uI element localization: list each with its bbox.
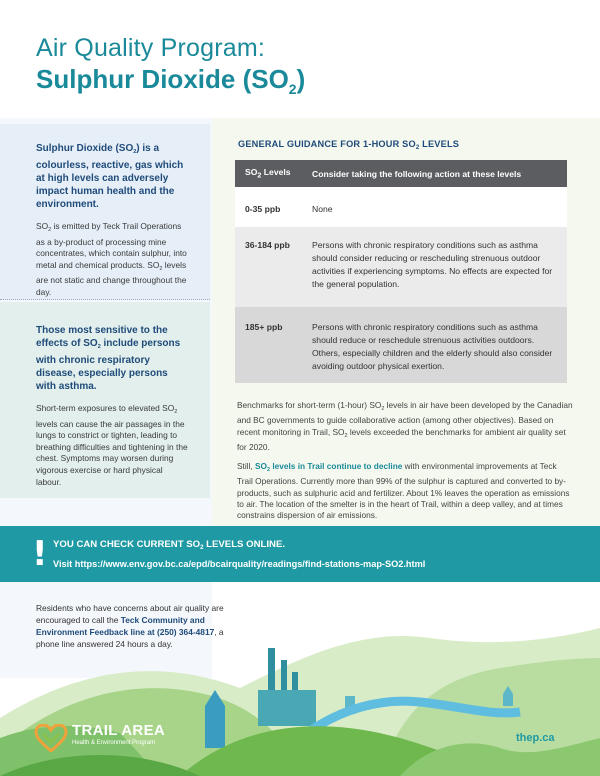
sensitivity-body: Short-term exposures to elevated $SO_2$ levels can cause the air passages in the lungs to constrict or tighten, leading to breathing difficulties and tightening in the chest. Symptoms may worsen during vigorous exercise or hard physical labour. [36, 403, 188, 487]
action-cell: Persons with chronic respiratory conditions such as asthma should consider reducing or rescheduling strenuous outdoor activities if experiencing symptoms. No effects are expected for the general population. [302, 227, 567, 307]
level-cell: 185+ ppb [235, 307, 302, 383]
page-title: Sulphur Dioxide $(SO_2)$ [36, 64, 306, 97]
table-row [235, 227, 567, 307]
table-row [235, 307, 567, 383]
benchmark-paragraph: Benchmarks for short-term (1-hour) $SO_2$ levels in air have been developed by the Canadian and BC governments to guide collaborative action (among other objectives). Based on recent monitoring in Trail, $SO_2$ levels exceeded the benchmarks for ambient air quality set for 2020. [237, 400, 573, 452]
decline-highlight: $SO_2$ levels in Trail continue to decline [254, 461, 403, 474]
banner-link[interactable]: Visit https://www.env.gov.bc.ca/epd/bcairquality/readings/find-stations-map-SO2.html [53, 559, 426, 569]
logo-subtitle: Health & Environment Program [72, 740, 156, 746]
intro-box [0, 124, 210, 300]
level-cell: 36-184 ppb [235, 227, 302, 307]
table-header-row [235, 160, 567, 187]
body-paragraphs [237, 400, 573, 530]
table-row [235, 187, 567, 227]
exclamation-icon: ! [32, 534, 48, 574]
action-cell: None [302, 187, 567, 227]
guidance-title: GENERAL GUIDANCE FOR 1-HOUR $SO_2$ LEVELS [238, 139, 460, 151]
online-levels-banner [0, 526, 600, 582]
decline-paragraph: Still, $SO_2$ levels in Trail continue to decline with environmental improvements at Teck Trail Operations. Currently more than 99% of the sulphur is captured and converted to by-products, such as sulphuric acid and fertilizer. About 1% leaves the operation as emissions to air. The location of the smelter is in the heart of Trail, within a deep valley, and at times constrains dispersion of air emissions. [237, 461, 570, 521]
sensitivity-lead: Those most sensitive to the effects of $SO_2$ include persons with chronic respiratory disease, especially persons with asthma. [36, 325, 181, 392]
column-header-action: Consider taking the following action at these levels [302, 160, 567, 187]
action-cell: Persons with chronic respiratory conditions such as asthma should reduce or reschedule strenuous activities outdoors. Others, especially children and the elderly should also consider avoiding outdoor physical exertion. [302, 307, 567, 383]
banner-heading: YOU CAN CHECK CURRENT $SO_2$ LEVELS ONLINE. [53, 539, 286, 551]
feedback-line: Teck Community and Environment Feedback line at (250) 364-4817 [36, 615, 215, 637]
logo-title: TRAIL AREA [72, 722, 165, 739]
level-cell: 0-35 ppb [235, 187, 302, 227]
column-header-levels: $SO_2$ Levels [235, 160, 302, 187]
sensitivity-box [0, 302, 210, 498]
intro-body: $SO_2$ is emitted by Teck Trail Operations as a by-product of processing mine concentrates, which contain sulphur, into metal and chemical products. $SO_2$ levels are not static and change throughout the day. [36, 221, 187, 297]
website-link[interactable]: thep.ca [516, 732, 555, 744]
heart-logo-icon [34, 724, 68, 752]
program-title: Air Quality Program: [36, 34, 266, 62]
guidance-table [235, 160, 567, 383]
contact-paragraph: Residents who have concerns about air quality are encouraged to call the Teck Community and Environment Feedback line at (250) 364-4817, a phone line answered 24 hours a day. [36, 603, 224, 649]
intro-lead: Sulphur Dioxide $(SO_2)$ is a colourless, reactive, gas which at high levels can adversely impact human health and the environment. [36, 143, 184, 210]
